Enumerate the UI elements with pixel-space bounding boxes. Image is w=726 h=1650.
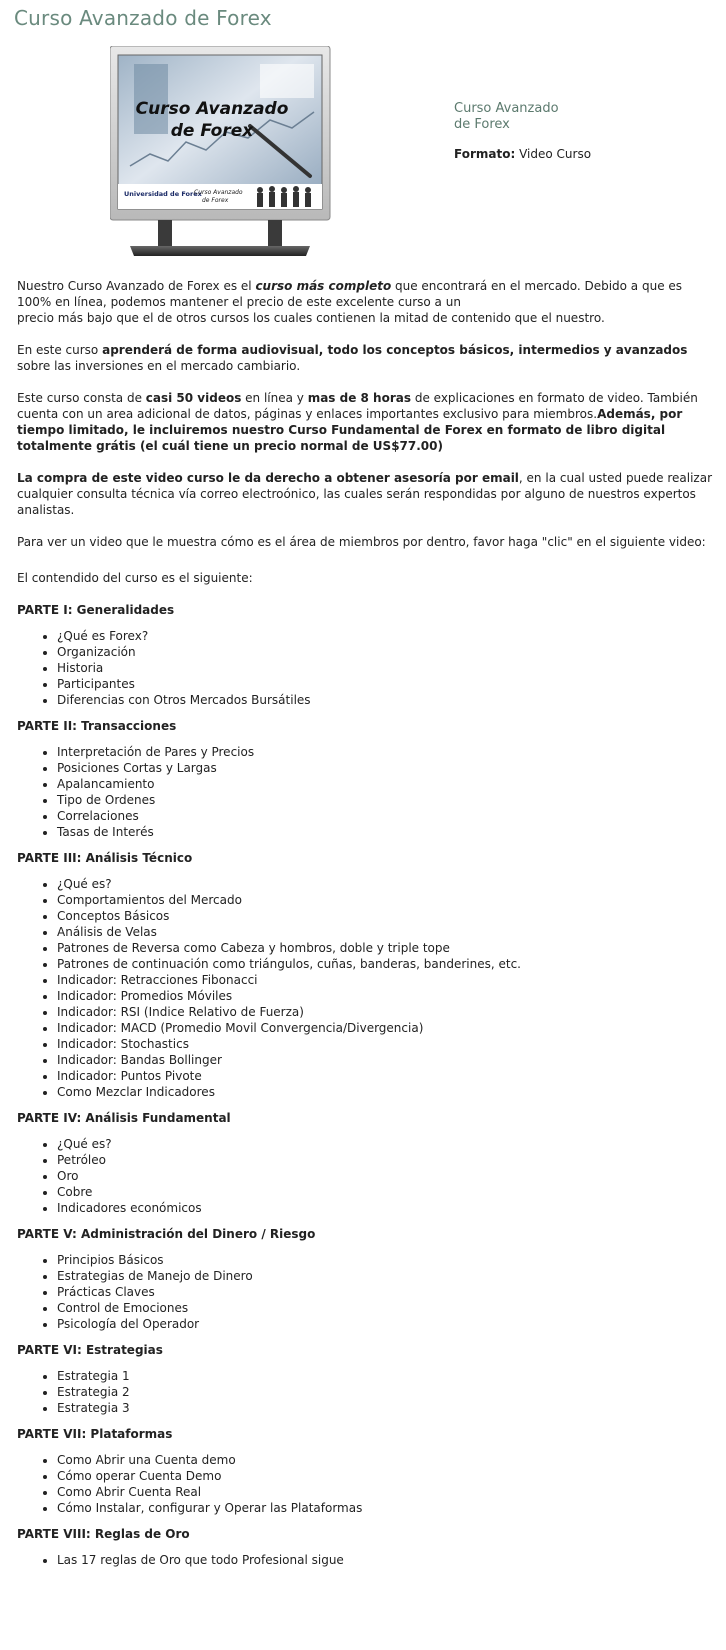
course-part: [17, 1342, 713, 1416]
course-part-list: [17, 1552, 713, 1568]
course-part-list: [17, 1136, 713, 1216]
format-line: Formato: Video Curso: [454, 147, 592, 161]
course-part: [17, 1426, 713, 1516]
list-item: • Correlaciones: [57, 808, 713, 824]
list-item: • Indicador: Promedios Móviles: [57, 988, 713, 1004]
list-item: • Tasas de Interés: [57, 824, 713, 840]
course-part: [17, 850, 713, 1100]
course-part-title: PARTE III: Análisis Técnico: [17, 851, 193, 865]
product-side-info: [454, 101, 591, 161]
list-item: • Principios Básicos: [57, 1252, 713, 1268]
course-part-list: [17, 876, 713, 1100]
screen-footer-label-2: de Forex: [202, 197, 229, 204]
list-item: • Como Mezclar Indicadores: [57, 1084, 713, 1100]
course-part-list: [17, 744, 713, 840]
list-item: • Comportamientos del Mercado: [57, 892, 713, 908]
list-item: • Indicadores económicos: [57, 1200, 713, 1216]
list-item: • Como Abrir una Cuenta demo: [57, 1452, 713, 1468]
course-part-list: [17, 1452, 713, 1516]
list-item: • Patrones de Reversa como Cabeza y hombros, doble y triple tope: [57, 940, 713, 956]
screen-footer-label-1: Curso Avanzado: [194, 189, 243, 196]
page-title: Curso Avanzado de Forex: [14, 6, 272, 30]
list-item: • Historia: [57, 660, 713, 676]
list-item: • Interpretación de Pares y Precios: [57, 744, 713, 760]
list-item: • Psicología del Operador: [57, 1316, 713, 1332]
list-item: • ¿Qué es?: [57, 1136, 713, 1152]
list-item: • Apalancamiento: [57, 776, 713, 792]
course-part-list: [17, 1368, 713, 1416]
list-item: • Indicador: Retracciones Fibonacci: [57, 972, 713, 988]
list-item: • Oro: [57, 1168, 713, 1184]
intro-paragraph: Nuestro Curso Avanzado de Forex es el curso más completo que encontrará en el mercado. Debido a que es 100% en línea, podemos mantener el precio de este excelente curso a un precio más bajo que el de otros cursos los cuales contienen la mitad de contenido que el nuestro.: [17, 279, 683, 325]
screen-title-line2: de Forex: [170, 121, 254, 141]
screen-footer-brand: Universidad de Forex: [124, 190, 202, 198]
list-item: • Diferencias con Otros Mercados Bursátiles: [57, 692, 713, 708]
course-part: [17, 1110, 713, 1216]
support-paragraph: La compra de este video curso le da derecho a obtener asesoría por email, en la cual usted puede realizar cualquier consulta técnica vía correo electroónico, las cuales serán respondidas por alguno de nuestros expertos analistas.: [17, 471, 713, 517]
list-item: • Análisis de Velas: [57, 924, 713, 940]
course-part-list: [17, 1252, 713, 1332]
list-item: • Indicador: Bandas Bollinger: [57, 1052, 713, 1068]
list-item: • Control de Emociones: [57, 1300, 713, 1316]
course-parts: [17, 602, 713, 1568]
course-part-title: PARTE I: Generalidades: [17, 603, 175, 617]
list-item: • Estrategia 3: [57, 1400, 713, 1416]
course-part: [17, 1526, 713, 1568]
video-invite-text: Para ver un video que le muestra cómo es el área de miembros por dentro, favor haga "clic" en el siguiente video:: [17, 535, 706, 549]
audiovisual-paragraph: En este curso aprenderá de forma audiovisual, todo los conceptos básicos, intermedios y avanzados sobre las inversiones en el mercado cambiario.: [17, 343, 688, 373]
course-part-title: PARTE VI: Estrategias: [17, 1343, 163, 1357]
course-part-title: PARTE II: Transacciones: [17, 719, 177, 733]
list-item: • ¿Qué es Forex?: [57, 628, 713, 644]
list-item: • Las 17 reglas de Oro que todo Profesional sigue: [57, 1552, 713, 1568]
list-item: • ¿Qué es?: [57, 876, 713, 892]
list-item: • Participantes: [57, 676, 713, 692]
list-item: • Patrones de continuación como triángulos, cuñas, banderas, banderines, etc.: [57, 956, 713, 972]
list-item: • Indicador: MACD (Promedio Movil Convergencia/Divergencia): [57, 1020, 713, 1036]
list-item: • Indicador: RSI (Indice Relativo de Fuerza): [57, 1004, 713, 1020]
list-item: • Indicador: Stochastics: [57, 1036, 713, 1052]
screen-title-line1: Curso Avanzado: [135, 99, 289, 119]
product-monitor-image[interactable]: [110, 46, 340, 258]
course-part-title: PARTE IV: Análisis Fundamental: [17, 1111, 231, 1125]
list-item: • Conceptos Básicos: [57, 908, 713, 924]
list-item: • Indicador: Puntos Pivote: [57, 1068, 713, 1084]
list-item: • Cobre: [57, 1184, 713, 1200]
course-part-title: PARTE V: Administración del Dinero / Riesgo: [17, 1227, 316, 1241]
list-item: • Organización: [57, 644, 713, 660]
course-part-list: [17, 628, 713, 708]
list-item: • Como Abrir Cuenta Real: [57, 1484, 713, 1500]
list-item: • Cómo operar Cuenta Demo: [57, 1468, 713, 1484]
list-item: • Estrategia 2: [57, 1384, 713, 1400]
list-item: • Estrategias de Manejo de Dinero: [57, 1268, 713, 1284]
list-item: • Estrategia 1: [57, 1368, 713, 1384]
course-part: [17, 718, 713, 840]
list-item: • Cómo Instalar, configurar y Operar las Plataformas: [57, 1500, 713, 1516]
course-part-title: PARTE VIII: Reglas de Oro: [17, 1527, 190, 1541]
list-item: • Prácticas Claves: [57, 1284, 713, 1300]
course-part-title: PARTE VII: Plataformas: [17, 1427, 173, 1441]
list-item: • Petróleo: [57, 1152, 713, 1168]
course-part: [17, 602, 713, 708]
course-part: [17, 1226, 713, 1332]
list-item: • Tipo de Ordenes: [57, 792, 713, 808]
contents-intro: El contendido del curso es el siguiente:: [17, 571, 253, 585]
main-content: [17, 278, 713, 1578]
videos-paragraph: Este curso consta de casi 50 videos en línea y mas de 8 horas de explicaciones en formato de video. También cuenta con un area adicional de datos, páginas y enlaces importantes exclusivo para miembros.Además, por tiempo limitado, le incluiremos nuestro Curso Fundamental de Forex en formato de libro digital totalmente grátis (el cuál tiene un precio normal de US$77.00): [17, 391, 698, 453]
product-side-title[interactable]: Curso Avanzado de Forex: [454, 101, 559, 132]
list-item: • Posiciones Cortas y Largas: [57, 760, 713, 776]
